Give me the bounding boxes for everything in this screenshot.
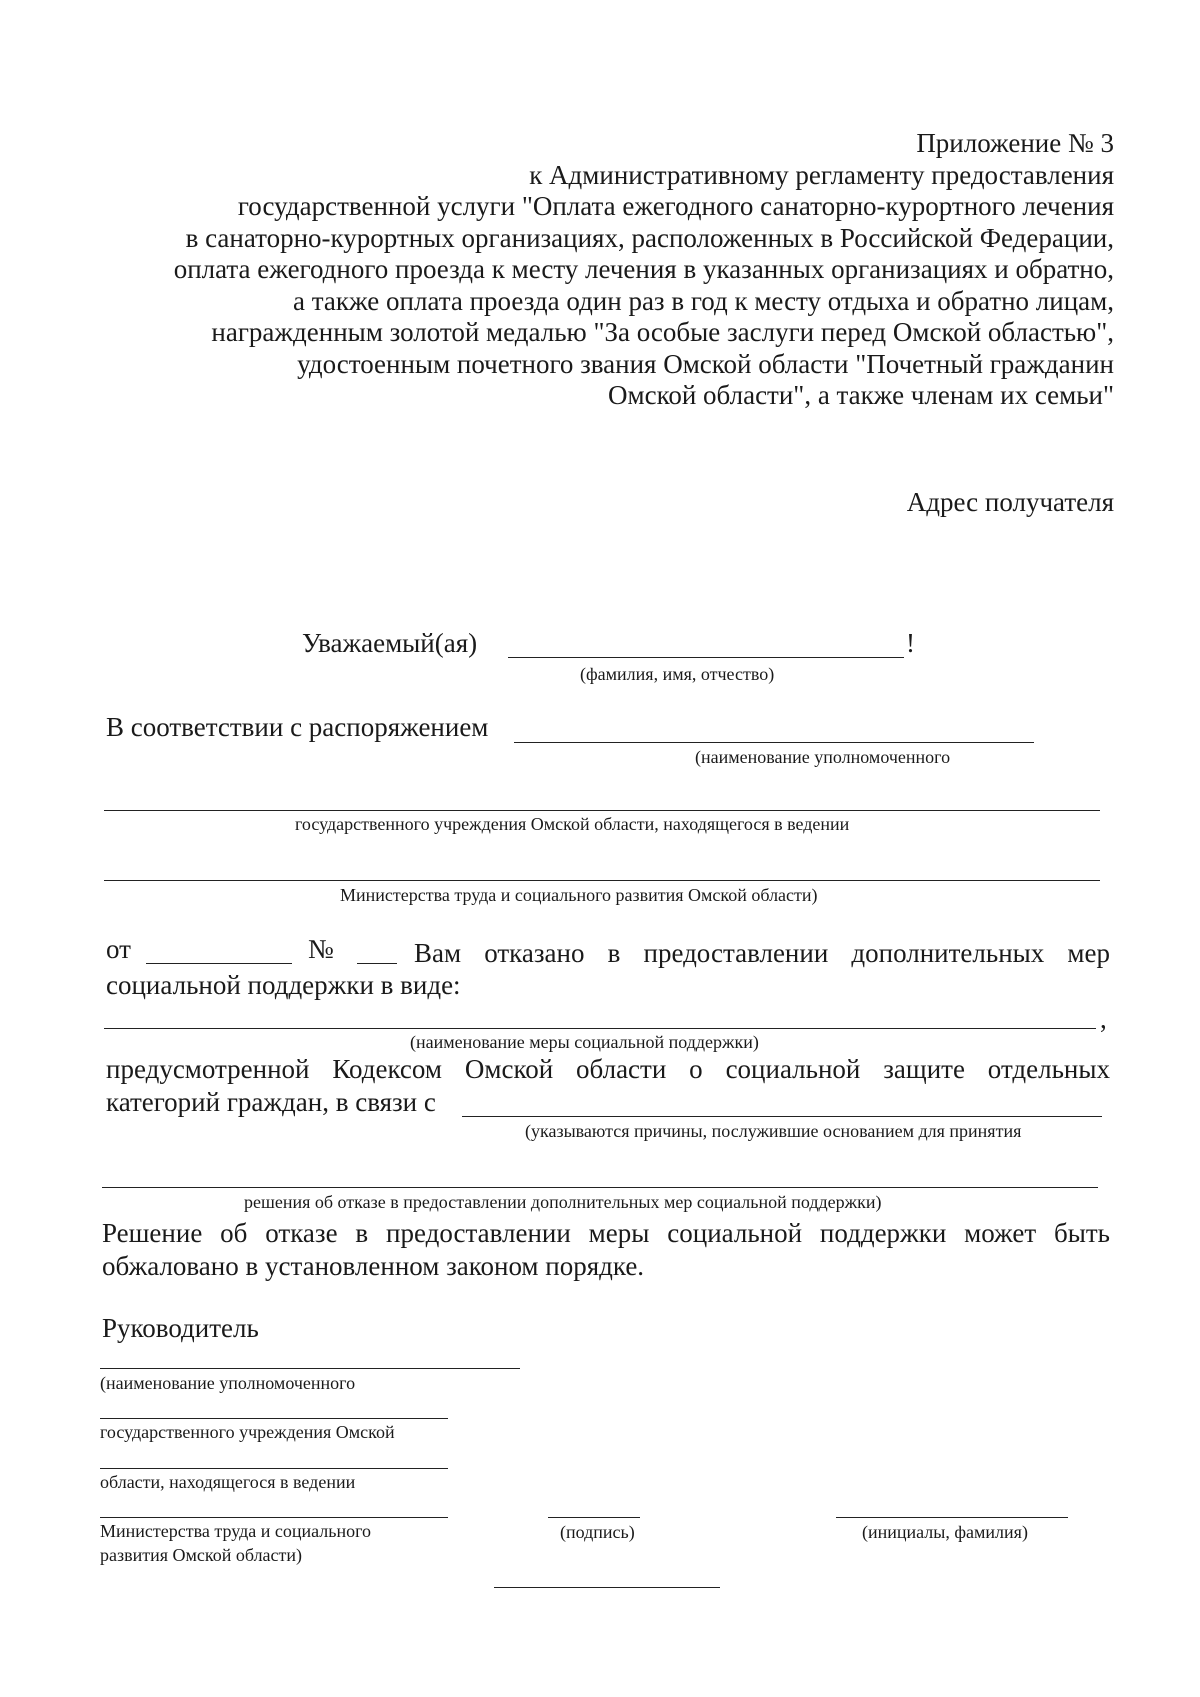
header-line: Приложение № 3 [916,128,1114,158]
reason-caption-1: (указываются причины, послужившие основанием для принятия [525,1121,1022,1141]
refusal-text: Вам отказано в предоставлении дополнительных мер [414,938,1110,968]
recipient-address-label: Адрес получателя [906,487,1114,517]
reason-caption-2: решения об отказе в предоставлении дополнительных мер социальной поддержки) [244,1192,882,1212]
signature-line [548,1517,640,1518]
fio-caption: (фамилия, имя, отчество) [580,664,775,684]
measure-line [104,1028,1096,1029]
org-caption-4: Министерства труда и социального [100,1521,372,1541]
head-org-line-1 [100,1368,520,1369]
header-line: а также оплата проезда один раз в год к месту отдыха и обратно лицам, [293,285,1114,316]
from-label: от [106,934,131,964]
refusal-line-3: предусмотренной Кодексом Омской области о социальной защите отдельных [106,1054,1110,1084]
org-caption-2: государственного учреждения Омской [100,1422,395,1442]
header-line: оплата ежегодного проезда к месту лечения в указанных организациях и обратно, [173,254,1114,284]
number-label: № [308,934,334,964]
number-line [357,963,397,964]
initials-caption: (инициалы, фамилия) [862,1522,1028,1542]
measure-caption: (наименование меры социальной поддержки) [410,1032,759,1052]
org-line-1 [104,810,1100,811]
appeal-line-1: Решение об отказе в предоставлении меры социальной поддержки может быть [102,1218,1110,1248]
header-line: награжденным золотой медалью "За особые заслуги перед Омской областью", [211,317,1114,347]
greeting-text: Уважаемый(ая) [302,628,478,658]
reason-line [462,1116,1102,1117]
reason-line-2 [102,1187,1098,1188]
appeal-line-2: обжаловано в установленном законом порядке. [102,1251,645,1281]
measure-comma: , [1100,1004,1107,1034]
org-caption-5: развития Омской области) [100,1545,303,1565]
org-caption-1: (наименование уполномоченного [100,1373,356,1393]
date-line [146,963,292,964]
signature-caption: (подпись) [560,1522,635,1542]
greeting-exclamation: ! [906,628,915,658]
head-org-line-2 [100,1418,448,1419]
header-line: Омской области", а также членам их семьи" [608,380,1114,410]
header-line: к Административному регламенту предоставления [529,159,1114,190]
fio-line [508,657,904,658]
org-caption-3: области, находящегося в ведении [100,1472,356,1492]
refusal-line-4: категорий граждан, в связи с [106,1087,436,1117]
header-line: удостоенным почетного звания Омской области "Почетный гражданин [297,348,1114,379]
order-caption-1: (наименование уполномоченного [695,747,951,767]
head-org-line-4 [100,1517,448,1518]
initials-line [836,1517,1068,1518]
header-line: государственной услуги "Оплата ежегодного санаторно-курортного лечения [237,191,1114,221]
order-caption-3: Министерства труда и социального развития Омской области) [340,885,818,905]
refusal-line-2: социальной поддержки в виде: [106,970,461,1000]
order-text: В соответствии с распоряжением [106,712,489,742]
bottom-line [494,1587,720,1588]
header-line: в санаторно-курортных организациях, расположенных в Российской Федерации, [185,222,1114,253]
org-line-2 [104,880,1100,881]
appendix-header [114,128,1114,412]
head-label: Руководитель [102,1313,259,1343]
order-caption-2: государственного учреждения Омской области, находящегося в ведении [295,814,850,834]
head-org-line-3 [100,1468,448,1469]
order-line [514,742,1034,743]
